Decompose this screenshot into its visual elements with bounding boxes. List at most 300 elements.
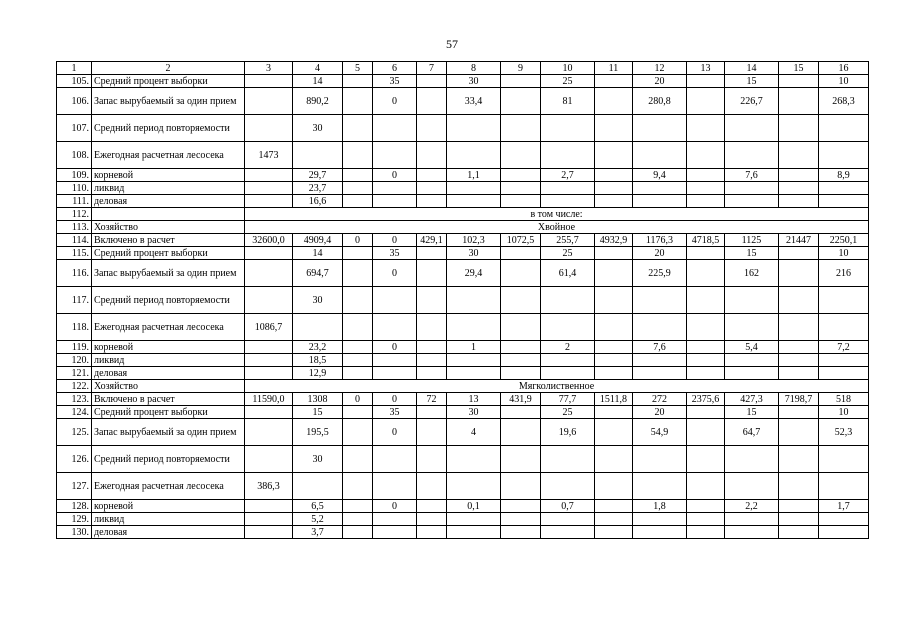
- table-cell: 19,6: [541, 419, 595, 446]
- table-cell: [819, 115, 869, 142]
- table-row: [57, 473, 869, 500]
- table-cell: [819, 367, 869, 380]
- table-cell: [245, 115, 293, 142]
- table-cell: [595, 169, 633, 182]
- table-cell: 7,6: [725, 169, 779, 182]
- table-cell: 10: [819, 75, 869, 88]
- table-cell: [343, 406, 373, 419]
- table-row: [57, 142, 869, 169]
- table-cell: 5,2: [293, 513, 343, 526]
- table-cell: [417, 260, 447, 287]
- table-cell: [725, 195, 779, 208]
- table-cell: 1308: [293, 393, 343, 406]
- table-cell: 14: [293, 75, 343, 88]
- table-cell: [417, 446, 447, 473]
- row-label: Запас вырубаемый за один прием: [92, 88, 245, 115]
- table-cell: [595, 473, 633, 500]
- table-cell: [447, 182, 501, 195]
- table-cell: [541, 354, 595, 367]
- table-cell: [779, 142, 819, 169]
- table-cell: [501, 195, 541, 208]
- table-cell: 0: [343, 234, 373, 247]
- table-cell: [343, 195, 373, 208]
- table-cell: [245, 446, 293, 473]
- table-cell: [687, 115, 725, 142]
- row-label: Средний процент выборки: [92, 406, 245, 419]
- table-cell: [343, 367, 373, 380]
- table-cell: 216: [819, 260, 869, 287]
- table-cell: [595, 195, 633, 208]
- table-cell: 694,7: [293, 260, 343, 287]
- table-cell: [779, 500, 819, 513]
- table-cell: [725, 182, 779, 195]
- page-number: 57: [446, 37, 458, 51]
- table-cell: [687, 75, 725, 88]
- table-cell: [343, 314, 373, 341]
- row-number: 107.: [57, 115, 92, 142]
- table-cell: [501, 75, 541, 88]
- table-cell: [501, 314, 541, 341]
- column-header: 11: [595, 62, 633, 75]
- table-cell: [633, 354, 687, 367]
- table-cell: 386,3: [245, 473, 293, 500]
- table-cell: [373, 367, 417, 380]
- table-cell: [293, 142, 343, 169]
- table-cell: 0: [373, 393, 417, 406]
- table-cell: [595, 526, 633, 539]
- table-cell: [819, 446, 869, 473]
- table-cell: [501, 406, 541, 419]
- table-cell: [687, 446, 725, 473]
- row-label: Средний период повторяемости: [92, 287, 245, 314]
- table-cell: [633, 115, 687, 142]
- table-cell: [779, 526, 819, 539]
- column-header: 13: [687, 62, 725, 75]
- table-cell: 15: [293, 406, 343, 419]
- table-cell: [541, 195, 595, 208]
- row-number: 128.: [57, 500, 92, 513]
- table-cell: [447, 446, 501, 473]
- table-cell: 52,3: [819, 419, 869, 446]
- table-cell: [633, 142, 687, 169]
- table-cell: 64,7: [725, 419, 779, 446]
- table-cell: [633, 287, 687, 314]
- table-cell: [541, 367, 595, 380]
- row-number: 123.: [57, 393, 92, 406]
- table-cell: 1: [447, 341, 501, 354]
- table-cell: [343, 115, 373, 142]
- row-label: деловая: [92, 526, 245, 539]
- table-cell: 35: [373, 247, 417, 260]
- table-cell: [447, 473, 501, 500]
- table-cell: [245, 406, 293, 419]
- table-row: [57, 221, 869, 234]
- table-cell: [245, 75, 293, 88]
- table-cell: [779, 182, 819, 195]
- table-cell: 29,4: [447, 260, 501, 287]
- table-cell: [541, 513, 595, 526]
- table-cell: [417, 169, 447, 182]
- table-cell: [245, 513, 293, 526]
- table-row: [57, 314, 869, 341]
- table-cell: [687, 473, 725, 500]
- column-header: 7: [417, 62, 447, 75]
- column-header: 9: [501, 62, 541, 75]
- table-cell: [417, 354, 447, 367]
- table-cell: 1176,3: [633, 234, 687, 247]
- table-cell: [779, 287, 819, 314]
- table-cell: [595, 446, 633, 473]
- table-cell: [779, 367, 819, 380]
- table-cell: [417, 341, 447, 354]
- table-cell: [245, 260, 293, 287]
- table-cell: [595, 367, 633, 380]
- table-cell: [725, 314, 779, 341]
- table-cell: [779, 419, 819, 446]
- table-cell: [779, 341, 819, 354]
- table-cell: [633, 195, 687, 208]
- table-cell: [447, 287, 501, 314]
- table-cell: [687, 354, 725, 367]
- table-cell: [293, 473, 343, 500]
- table-row: [57, 367, 869, 380]
- table-cell: [501, 247, 541, 260]
- row-number: 121.: [57, 367, 92, 380]
- table-cell: [245, 354, 293, 367]
- table-cell: [595, 88, 633, 115]
- table-cell: [687, 367, 725, 380]
- table-cell: 8,9: [819, 169, 869, 182]
- table-cell: 2: [541, 341, 595, 354]
- row-label: Средний процент выборки: [92, 75, 245, 88]
- table-cell: 20: [633, 406, 687, 419]
- table-cell: 427,3: [725, 393, 779, 406]
- table-cell: [687, 169, 725, 182]
- table-cell: [779, 169, 819, 182]
- table-cell: [245, 195, 293, 208]
- row-number: 122.: [57, 380, 92, 393]
- table-cell: 30: [293, 446, 343, 473]
- table-cell: 2375,6: [687, 393, 725, 406]
- table-cell: [343, 88, 373, 115]
- table-cell: [819, 354, 869, 367]
- table-cell: [343, 287, 373, 314]
- table-row: [57, 380, 869, 393]
- table-cell: [541, 473, 595, 500]
- table-cell: [725, 526, 779, 539]
- table-cell: [687, 247, 725, 260]
- table-cell: 7,2: [819, 341, 869, 354]
- table-cell: [373, 287, 417, 314]
- table-cell: 25: [541, 406, 595, 419]
- row-number: 120.: [57, 354, 92, 367]
- table-cell: [725, 367, 779, 380]
- row-number: 110.: [57, 182, 92, 195]
- table-cell: [501, 367, 541, 380]
- section-label: в том числе:: [245, 208, 869, 221]
- table-cell: 0: [343, 393, 373, 406]
- table-cell: [779, 75, 819, 88]
- table-cell: [595, 287, 633, 314]
- row-number: 108.: [57, 142, 92, 169]
- table-cell: 12,9: [293, 367, 343, 380]
- table-cell: [245, 247, 293, 260]
- table-cell: [417, 287, 447, 314]
- table-cell: [447, 367, 501, 380]
- table-row: [57, 341, 869, 354]
- table-cell: [687, 513, 725, 526]
- table-cell: 2,2: [725, 500, 779, 513]
- table-cell: 15: [725, 406, 779, 419]
- table-cell: [447, 115, 501, 142]
- table-cell: 30: [293, 287, 343, 314]
- table-cell: 1,1: [447, 169, 501, 182]
- table-cell: 431,9: [501, 393, 541, 406]
- table-cell: 429,1: [417, 234, 447, 247]
- table-cell: [595, 142, 633, 169]
- column-header: 1: [57, 62, 92, 75]
- table-cell: [373, 314, 417, 341]
- row-label: деловая: [92, 195, 245, 208]
- column-header: 14: [725, 62, 779, 75]
- table-cell: [373, 195, 417, 208]
- table-cell: 15: [725, 247, 779, 260]
- row-number: 117.: [57, 287, 92, 314]
- table-cell: 4909,4: [293, 234, 343, 247]
- table-cell: 33,4: [447, 88, 501, 115]
- table-cell: 5,4: [725, 341, 779, 354]
- table-row: [57, 354, 869, 367]
- table-cell: 272: [633, 393, 687, 406]
- table-cell: 4: [447, 419, 501, 446]
- table-cell: 225,9: [633, 260, 687, 287]
- table-cell: 23,7: [293, 182, 343, 195]
- row-label: Средний процент выборки: [92, 247, 245, 260]
- table-cell: [687, 419, 725, 446]
- table-cell: [343, 142, 373, 169]
- row-label: Средний период повторяемости: [92, 446, 245, 473]
- column-header: 12: [633, 62, 687, 75]
- row-number: 111.: [57, 195, 92, 208]
- table-cell: [595, 115, 633, 142]
- table-cell: 4932,9: [595, 234, 633, 247]
- table-cell: [725, 142, 779, 169]
- table-cell: [417, 500, 447, 513]
- table-cell: [595, 182, 633, 195]
- table-cell: [633, 513, 687, 526]
- table-cell: 195,5: [293, 419, 343, 446]
- table-cell: 0,7: [541, 500, 595, 513]
- table-cell: [245, 419, 293, 446]
- section-label: Мягколиственное: [245, 380, 869, 393]
- table-cell: [779, 314, 819, 341]
- table-row: [57, 406, 869, 419]
- column-header: 5: [343, 62, 373, 75]
- table-cell: [541, 314, 595, 341]
- table-row: [57, 419, 869, 446]
- table-cell: [417, 88, 447, 115]
- table-cell: [501, 526, 541, 539]
- table-cell: [595, 406, 633, 419]
- table-row: [57, 446, 869, 473]
- row-number: 112.: [57, 208, 92, 221]
- table-cell: [501, 182, 541, 195]
- table-cell: [343, 260, 373, 287]
- table-cell: [417, 406, 447, 419]
- column-header: 16: [819, 62, 869, 75]
- table-cell: [343, 500, 373, 513]
- table-cell: [779, 473, 819, 500]
- table-cell: [501, 287, 541, 314]
- table-cell: [501, 419, 541, 446]
- table-cell: 29,7: [293, 169, 343, 182]
- table-cell: [343, 354, 373, 367]
- table-cell: [501, 354, 541, 367]
- column-header: 3: [245, 62, 293, 75]
- table-cell: 2,7: [541, 169, 595, 182]
- table-cell: [725, 115, 779, 142]
- table-cell: [501, 142, 541, 169]
- table-cell: 280,8: [633, 88, 687, 115]
- table-row: [57, 247, 869, 260]
- table-cell: [501, 446, 541, 473]
- table-row: [57, 287, 869, 314]
- table-row: [57, 115, 869, 142]
- table-cell: [779, 88, 819, 115]
- row-number: 115.: [57, 247, 92, 260]
- table-cell: [417, 473, 447, 500]
- table-cell: 2250,1: [819, 234, 869, 247]
- table-cell: [687, 526, 725, 539]
- table-cell: [779, 115, 819, 142]
- table-cell: [819, 513, 869, 526]
- table-cell: [687, 195, 725, 208]
- table-cell: 162: [725, 260, 779, 287]
- table-cell: 10: [819, 406, 869, 419]
- row-label: ликвид: [92, 513, 245, 526]
- table-cell: [779, 446, 819, 473]
- table-cell: [725, 513, 779, 526]
- table-cell: 0: [373, 169, 417, 182]
- table-cell: 268,3: [819, 88, 869, 115]
- table-cell: [687, 406, 725, 419]
- table-cell: [687, 142, 725, 169]
- table-cell: 11590,0: [245, 393, 293, 406]
- row-number: 106.: [57, 88, 92, 115]
- row-label: Ежегодная расчетная лесосека: [92, 142, 245, 169]
- table-row: [57, 500, 869, 513]
- table-cell: [417, 419, 447, 446]
- table-cell: 20: [633, 75, 687, 88]
- table-cell: 61,4: [541, 260, 595, 287]
- table-cell: [245, 526, 293, 539]
- table-cell: [541, 446, 595, 473]
- row-number: 130.: [57, 526, 92, 539]
- table-cell: 9,4: [633, 169, 687, 182]
- table-row: [57, 260, 869, 287]
- table-cell: [373, 354, 417, 367]
- table-cell: 18,5: [293, 354, 343, 367]
- table-cell: [541, 182, 595, 195]
- table-cell: [501, 341, 541, 354]
- table-cell: 77,7: [541, 393, 595, 406]
- table-cell: 3,7: [293, 526, 343, 539]
- table-cell: 0: [373, 88, 417, 115]
- table-cell: [343, 473, 373, 500]
- table-cell: [373, 526, 417, 539]
- table-cell: 35: [373, 406, 417, 419]
- table-row: [57, 88, 869, 115]
- table-cell: [595, 354, 633, 367]
- table-cell: [595, 314, 633, 341]
- table-cell: 518: [819, 393, 869, 406]
- table-cell: [819, 195, 869, 208]
- table-cell: [779, 513, 819, 526]
- table-cell: [245, 287, 293, 314]
- table-cell: [245, 341, 293, 354]
- table-cell: [819, 526, 869, 539]
- table-cell: 30: [447, 406, 501, 419]
- column-header: 10: [541, 62, 595, 75]
- table-cell: 0: [373, 234, 417, 247]
- table-cell: 1511,8: [595, 393, 633, 406]
- table-cell: [417, 367, 447, 380]
- table-row: [57, 182, 869, 195]
- row-number: 129.: [57, 513, 92, 526]
- row-number: 126.: [57, 446, 92, 473]
- table-cell: [725, 446, 779, 473]
- table-cell: [373, 446, 417, 473]
- table-cell: [343, 75, 373, 88]
- table-row: [57, 234, 869, 247]
- table-cell: [417, 75, 447, 88]
- table-cell: [687, 341, 725, 354]
- table-cell: [417, 115, 447, 142]
- table-cell: [343, 247, 373, 260]
- table-cell: [687, 500, 725, 513]
- table-cell: 890,2: [293, 88, 343, 115]
- table-cell: [633, 446, 687, 473]
- row-label: Ежегодная расчетная лесосека: [92, 473, 245, 500]
- table-cell: [725, 473, 779, 500]
- table-cell: [595, 75, 633, 88]
- table-cell: 30: [447, 75, 501, 88]
- row-number: 114.: [57, 234, 92, 247]
- table-cell: [595, 341, 633, 354]
- table-cell: [595, 419, 633, 446]
- table-cell: 1086,7: [245, 314, 293, 341]
- table-cell: [417, 195, 447, 208]
- table-cell: [343, 446, 373, 473]
- table-row: [57, 393, 869, 406]
- table-cell: [343, 182, 373, 195]
- table-cell: 226,7: [725, 88, 779, 115]
- table-row: [57, 195, 869, 208]
- table-cell: 35: [373, 75, 417, 88]
- row-label: Включено в расчет: [92, 234, 245, 247]
- table-cell: [293, 314, 343, 341]
- row-label: Запас вырубаемый за один прием: [92, 260, 245, 287]
- data-table: [56, 61, 869, 539]
- table-cell: 25: [541, 247, 595, 260]
- table-cell: [779, 247, 819, 260]
- table-cell: 0,1: [447, 500, 501, 513]
- table-cell: [779, 195, 819, 208]
- table-cell: [819, 473, 869, 500]
- table-cell: [633, 314, 687, 341]
- table-row: [57, 208, 869, 221]
- table-cell: [541, 287, 595, 314]
